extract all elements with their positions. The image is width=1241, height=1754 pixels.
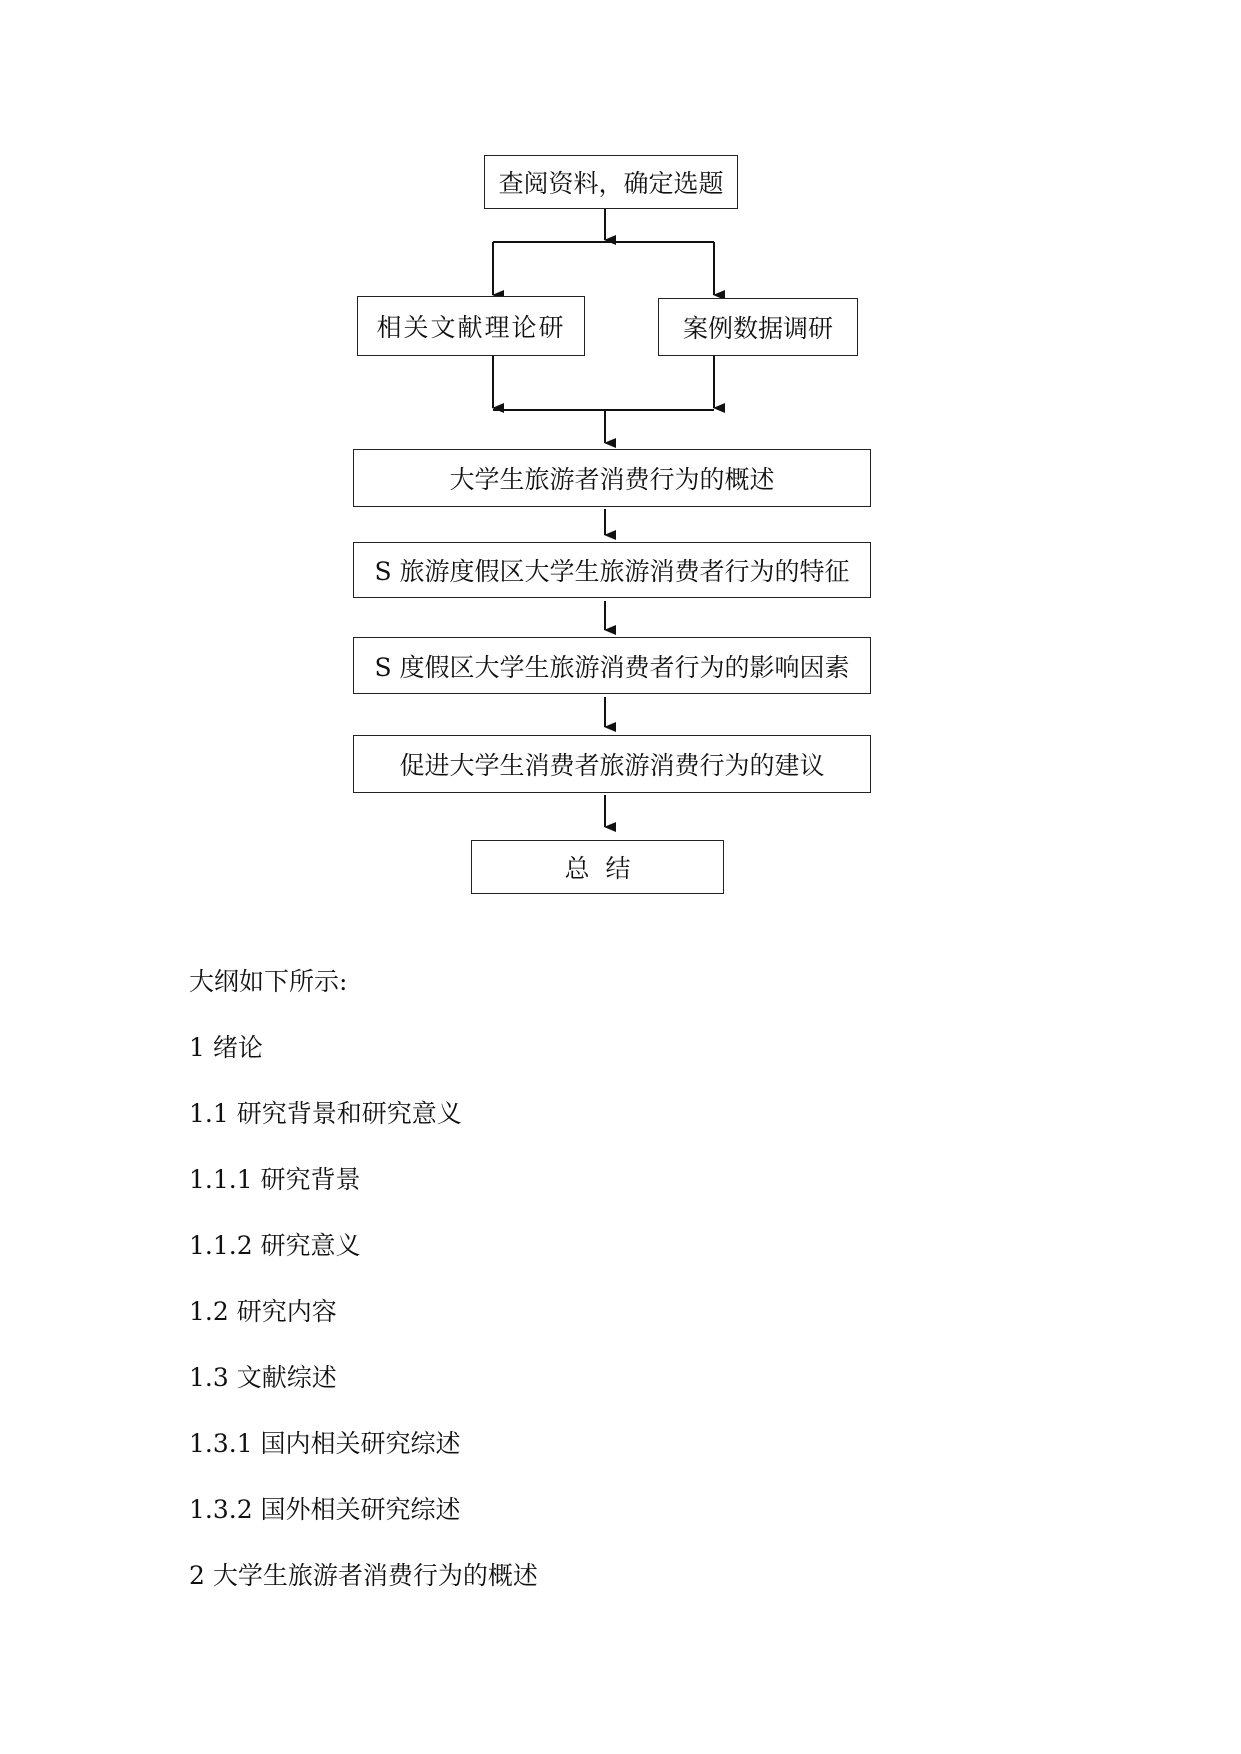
step-characteristics-label: S 旅游度假区大学生旅游消费者行为的特征 <box>374 557 850 586</box>
outline-item: 1.3 文献综述 <box>189 1363 337 1392</box>
branch-literature-label: 相关文献理论研 <box>376 313 566 342</box>
outline-item: 1.1 研究背景和研究意义 <box>189 1099 462 1128</box>
step-influencing-factors-label: S 度假区大学生旅游消费者行为的影响因素 <box>374 652 850 682</box>
step-summary-label: 总 结 <box>564 854 631 883</box>
step-select-topic-label: 查阅资料，确定选题 <box>498 169 724 198</box>
outline-item: 1 绪论 <box>189 1033 263 1062</box>
step-suggestions-box <box>353 735 871 793</box>
step-characteristics-box <box>353 542 871 598</box>
outline-item: 1.2 研究内容 <box>189 1297 337 1326</box>
outline-item: 2 大学生旅游者消费行为的概述 <box>189 1561 538 1590</box>
step-influencing-factors-box <box>353 637 871 694</box>
outline-item: 1.3.2 国外相关研究综述 <box>189 1495 461 1524</box>
branch-case-data-label: 案例数据调研 <box>682 314 833 343</box>
step-overview-box <box>353 449 871 507</box>
branch-case-data-box <box>658 298 858 356</box>
step-suggestions-label: 促进大学生消费者旅游消费行为的建议 <box>399 751 825 780</box>
branch-literature-box <box>357 296 585 356</box>
step-select-topic-box <box>484 155 738 209</box>
step-overview-label: 大学生旅游者消费行为的概述 <box>449 465 775 494</box>
step-summary-box <box>471 840 724 894</box>
outline-item: 1.1.2 研究意义 <box>189 1231 361 1260</box>
outline-item: 1.3.1 国内相关研究综述 <box>189 1429 461 1458</box>
outline-item: 1.1.1 研究背景 <box>189 1165 361 1194</box>
outline-intro: 大纲如下所示: <box>189 967 348 996</box>
